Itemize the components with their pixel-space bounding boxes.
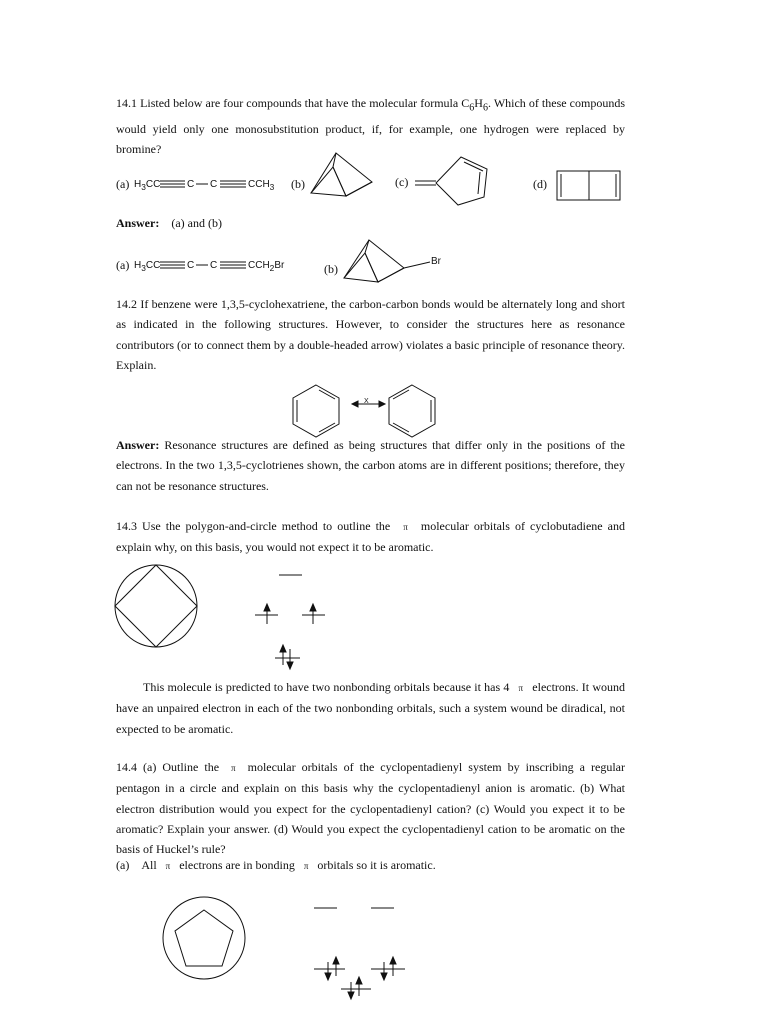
- ans-triple-bond-2: [220, 262, 246, 268]
- struct-a-right: $CCH_3$: [248, 179, 275, 192]
- prismane-structure: [311, 153, 372, 196]
- rectangle-structure: [557, 171, 620, 200]
- question-14-2: 14.2 If benzene were 1,3,5-cyclohexatriene, the carbon-carbon bonds would be alternately long and short as indicated in the following structures. However, to consider the structures here as resonance contributors (or to connect them by a double-headed arrow) violates a basic principle of resonance theory. Explain.: [116, 297, 625, 372]
- struct-a-c1: C: [187, 179, 195, 190]
- label-d: (d): [533, 177, 547, 191]
- answer-14-4: (a) All π electrons are in bonding π orbitals so it is aromatic.: [116, 858, 436, 872]
- cyclobutadiene-orbitals: [255, 575, 325, 669]
- triple-bond-1: [160, 181, 185, 187]
- ans-struct-a-c1: C: [187, 260, 195, 271]
- formula-subscript: 6: [469, 102, 475, 114]
- answer-label: Answer:: [116, 438, 160, 452]
- q14-1-text-start: 14.1 Listed below are four compounds that have the molecular formula C: [116, 96, 470, 110]
- q14-1-text-end: . Which of these compounds would yield only one monosubstitution product, if, for example, one hydrogen were replaced by bromine?: [116, 96, 625, 156]
- pi-symbol: π: [403, 522, 408, 532]
- answer-text: (a) and (b): [171, 216, 222, 230]
- pi-symbol: π: [303, 861, 309, 871]
- cyclopentadienyl-frost-circle: [163, 897, 245, 979]
- ans-label-a: (a): [116, 258, 130, 272]
- cyclopentadienyl-orbitals: [314, 908, 405, 999]
- ans-label-b: (b): [324, 262, 338, 276]
- resonance-arrow: [352, 401, 385, 407]
- pi-symbol: π: [165, 861, 171, 871]
- bromoprismane-structure: [344, 240, 430, 282]
- cyclohexatriene-left: [293, 385, 339, 437]
- fulvene-structure: [415, 157, 487, 205]
- label-c: (c): [395, 175, 409, 189]
- formula-h: H: [474, 96, 483, 110]
- cyclohexatriene-right: [389, 385, 435, 437]
- formula-subscript: 6: [482, 102, 488, 114]
- struct-a-c2: C: [210, 179, 218, 190]
- cyclobutadiene-frost-circle: [115, 565, 197, 647]
- question-14-4: 14.4 (a) Outline the π molecular orbitals of the cyclopentadienyl system by inscribing a regular pentagon in a circle and explain on this basis why the cyclopentadienyl anion is aromatic. (b) What electron distribution would you expect for the cyclopentadienyl cation? (c) Would you expect it to be aromatic? Explain your answer. (d) Would you expect the cyclopentadienyl cation to be aromatic on the basis of Huckel’s rule?: [116, 760, 625, 857]
- pi-symbol: π: [231, 763, 236, 773]
- question-14-3: 14.3 Use the polygon-and-circle method to outline the π molecular orbitals of cyclobutadiene and explain why, on this basis, you would not expect it to be aromatic.: [116, 519, 625, 555]
- label-b: (b): [291, 177, 305, 191]
- triple-bond-2: [220, 181, 246, 187]
- struct-a-left: $H_3CC$: [134, 179, 161, 192]
- explanation-14-3: This molecule is predicted to have two nonbonding orbitals because it has 4 π electrons. It wound have an unpaired electron in each of the two nonbonding orbitals, such a system wound be diradical, not expected to be aromatic.: [116, 680, 625, 736]
- ans-struct-a-right: $CCH_2Br$: [248, 260, 285, 273]
- answer-text: Resonance structures are defined as being structures that differ only in the positions of the electrons. In the two 1,3,5-cyclotrienes shown, the carbon atoms are in different positions; therefore, they can not be resonance structures.: [116, 438, 625, 493]
- ans-triple-bond-1: [160, 262, 185, 268]
- label-a: (a): [116, 177, 130, 191]
- answer-label: Answer:: [116, 216, 160, 230]
- ans-struct-a-c2: C: [210, 260, 218, 271]
- pi-symbol: π: [518, 683, 524, 693]
- crossed-arrow-mark: X: [364, 398, 369, 405]
- br-label: Br: [431, 256, 441, 267]
- ans-struct-a-left: $H_3CC$: [134, 260, 161, 273]
